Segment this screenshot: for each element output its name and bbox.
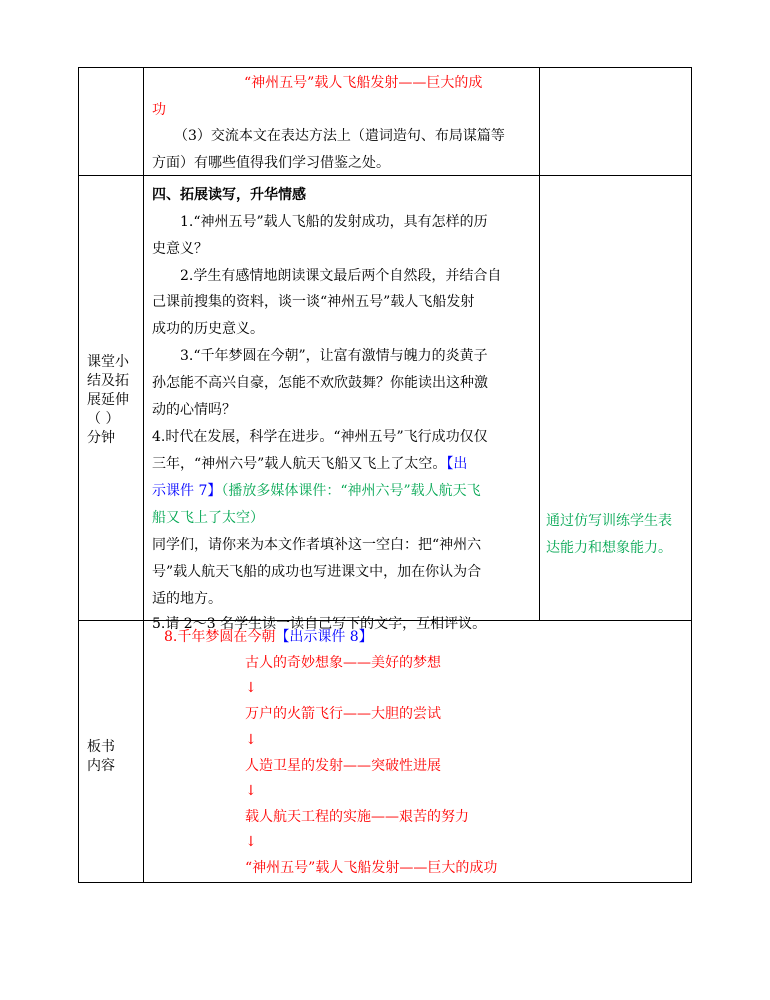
row2-note-cell — [540, 176, 691, 620]
board-summary-line: “神州五号”载人飞船发射——巨大的成 — [244, 75, 483, 91]
section-heading: 四、拓展读写，升华情感 — [152, 187, 306, 203]
down-arrow-icon: ↓ — [245, 783, 257, 799]
lesson-table — [78, 67, 692, 883]
item2-line1: 2.学生有感情地朗读课文最后两个自然段，并结合自 — [180, 268, 502, 284]
courseware-8-tag: 【出示课件 8】 — [275, 629, 373, 645]
board-item-3: 人造卫星的发射——突破性进展 — [245, 758, 441, 774]
item4-line1: 4.时代在发展，科学在进步。“神州五号”飞行成功仅仅 — [152, 429, 488, 445]
design-note-line2: 达能力和想象能力。 — [546, 540, 672, 556]
row3-label-line1: 板书 — [87, 739, 115, 755]
item3-line1: 3.“千年梦圆在今朝”，让富有激情与魄力的炎黄子 — [180, 348, 488, 364]
board-item-4: 载人航天工程的实施——艰苦的努力 — [245, 809, 469, 825]
board-item-1: 古人的奇妙想象——美好的梦想 — [245, 655, 441, 671]
item4-line2-text: 三年，“神州六号”载人航天飞船又飞上了太空。 — [152, 456, 447, 472]
board-item-5: “神州五号”载人飞船发射——巨大的成功 — [245, 860, 498, 876]
board-item-2: 万户的火箭飞行——大胆的尝试 — [245, 706, 441, 722]
row2-label-line3: 展延伸 — [87, 392, 129, 408]
writing-task-line1: 同学们，请你来为本文作者填补这一空白：把“神州六 — [152, 537, 482, 553]
board-title — [164, 627, 373, 647]
row2-label-cell — [79, 176, 143, 620]
item4-line2 — [152, 454, 467, 474]
multimedia-note-cont: 船又飞上了太空） — [152, 510, 264, 526]
writing-task-line3: 适的地方。 — [152, 591, 222, 607]
multimedia-note: （播放多媒体课件：“神州六号”载人航天飞 — [221, 483, 481, 499]
item2-line2: 己课前搜集的资料，谈一谈“神州五号”载人飞船发射 — [152, 294, 475, 310]
row2-label-line4: （ ） — [87, 411, 120, 427]
row2-label-line2: 结及拓 — [87, 373, 129, 389]
board-summary-line-cont: 功 — [152, 102, 166, 118]
writing-task-line2: 号”载人航天飞船的成功也写进课文中，加在你认为合 — [152, 564, 482, 580]
item1-line1: 1.“神州五号”载人飞船的发射成功，具有怎样的历 — [180, 214, 488, 230]
courseware-7-tag-start: 【出 — [446, 456, 468, 472]
item5-line: 5.请 2～3 名学生读一读自己写下的文字，互相评议。 — [152, 616, 487, 632]
item3-line3: 动的心情吗？ — [152, 402, 236, 418]
question-3-line2: 方面）有哪些值得我们学习借鉴之处。 — [152, 155, 390, 171]
item4-line3 — [152, 481, 481, 501]
row1-content-cell — [144, 68, 539, 175]
courseware-7-tag-end: 示课件 7】 — [152, 483, 222, 499]
row2-label-line1: 课堂小 — [87, 354, 129, 370]
item3-line2: 孙怎能不高兴自豪，怎能不欢欣鼓舞？你能读出这种激 — [152, 375, 488, 391]
down-arrow-icon: ↓ — [245, 680, 257, 696]
item2-line3: 成功的历史意义。 — [152, 321, 264, 337]
down-arrow-icon: ↓ — [245, 732, 257, 748]
item1-line2: 史意义？ — [152, 241, 208, 257]
row3-label-line2: 内容 — [87, 758, 115, 774]
row3-label-cell — [79, 621, 143, 882]
row2-label-line5: 分钟 — [87, 430, 115, 446]
question-3-line1: （3）交流本文在表达方法上（遣词造句、布局谋篇等 — [174, 128, 505, 144]
down-arrow-icon: ↓ — [245, 834, 257, 850]
row3-content-cell — [144, 621, 691, 882]
row2-content-cell — [144, 176, 539, 632]
design-note-line1: 通过仿写训练学生表 — [546, 513, 672, 529]
board-title-text: 8.千年梦圆在今朝 — [164, 629, 276, 645]
